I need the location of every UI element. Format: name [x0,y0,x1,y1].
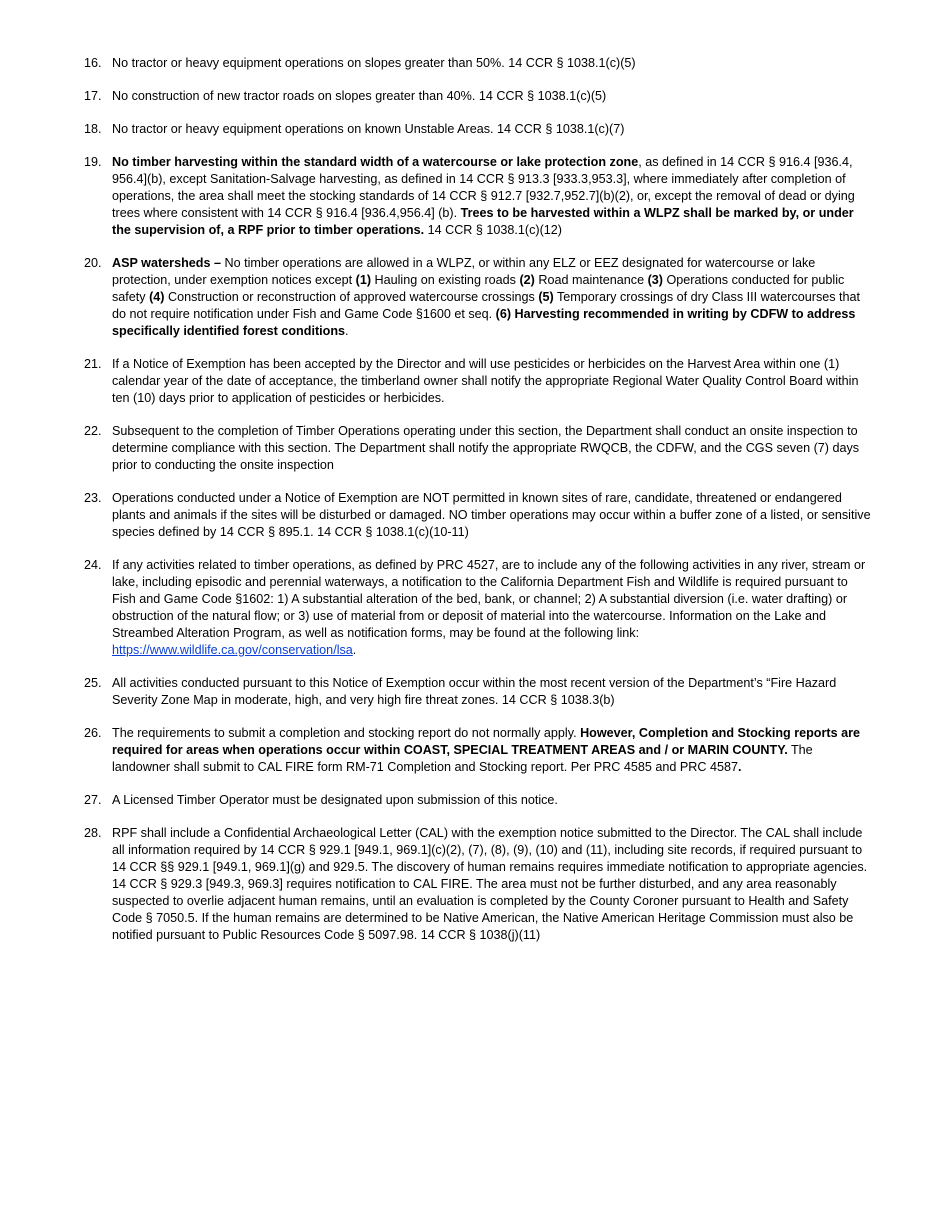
bold-text: (2) [519,273,535,287]
text-run: Operations conducted for public safety [112,273,845,304]
text-run: Hauling on existing roads [371,273,520,287]
bold-text: . [738,760,742,774]
text-run: . [345,324,349,338]
list-item [84,55,874,72]
item-text [112,121,874,138]
item-number: 25. [84,676,102,690]
item-text [112,675,874,709]
item-number: 18. [84,122,102,136]
item-number: 20. [84,256,102,270]
item-text [112,490,874,541]
list-item [84,423,874,474]
bold-text: (4) [149,290,165,304]
bold-text: (5) [538,290,554,304]
bold-text: (3) [647,273,663,287]
item-text [112,356,874,407]
list-item [84,154,874,239]
text-run: The landowner shall submit to CAL FIRE form RM-71 Completion and Stocking report. Per PRC 4585 and PRC 4587 [112,743,813,774]
text-run: , as defined in 14 CCR § 916.4 [936.4, 956.4](b), except Sanitation-Salvage harvesting, as defined in 14 CCR § 913.3 [933.3,953.3], where immediately after completion of operations, the area shall meet the stocking standards of 14 CCR § 912.7 [932.7,952.7](b)(2), or, except the removal of dead or dying trees where consistent with 14 CCR § 916.4 [936.4,956.4] (b). [112,155,855,220]
item-number: 28. [84,826,102,840]
text-run: A Licensed Timber Operator must be designated upon submission of this notice. [112,793,558,807]
text-run: No tractor or heavy equipment operations on known Unstable Areas. 14 CCR § 1038.1(c)(7) [112,122,625,136]
bold-text: No timber harvesting within the standard width of a watercourse or lake protection zone [112,155,639,169]
list-item [84,88,874,105]
text-run: Construction or reconstruction of approved watercourse crossings [164,290,539,304]
item-number: 17. [84,89,102,103]
bold-text: Trees to be harvested within a WLPZ shall be marked by, or under the supervision of, a RPF prior to timber operations. [112,206,854,237]
list-item [84,725,874,776]
list-item [84,121,874,138]
text-run: The requirements to submit a completion and stocking report do not normally apply. [112,726,581,740]
item-text [112,792,874,809]
text-run: . [352,643,357,657]
list-item [84,356,874,407]
item-number: 26. [84,726,102,740]
item-number: 24. [84,558,102,572]
item-text [112,423,874,474]
text-run: No construction of new tractor roads on slopes greater than 40%. 14 CCR § 1038.1(c)(5) [112,89,607,103]
item-number: 27. [84,793,102,807]
bold-text: (6) Harvesting recommended in writing by CDFW to address specifically identified forest conditions [112,307,856,338]
item-number: 22. [84,424,102,438]
text-run: If any activities related to timber operations, as defined by PRC 4527, are to include any of the following activities in any river, stream or lake, including episodic and perennial waterways, a notification to the California Department Fish and Wildlife is required pursuant to Fish and Game Code §1602: 1) A substantial alteration of the bed, bank, or channel; 2) A substantial diversion (i.e. water drafting) or obstruction of the natural flow; or 3) use of material from or deposit of material into the watercourse. Information on the Lake and Streambed Alteration Program, as well as notification forms, may be found at the following link: [112,558,866,640]
lsa-link[interactable]: https://www.wildlife.ca.gov/conservation/lsa [112,643,353,657]
bold-text: However, Completion and Stocking reports are required for areas when operations occur within COAST, SPECIAL TREATMENT AREAS and / or MARIN COUNTY. [112,726,860,757]
text-run: Subsequent to the completion of Timber Operations operating under this section, the Department shall conduct an onsite inspection to determine compliance with this section. The Department shall notify the appropriate RWQCB, the CDFW, and the CGS seven (7) days prior to conducting the onsite inspection [112,424,860,472]
item-text [112,255,874,340]
text-run: Operations conducted under a Notice of Exemption are NOT permitted in known sites of rare, candidate, threatened or endangered plants and animals if the sites will be disturbed or damaged. NO timber operations may occur within a buffer zone of a listed, or sensitive species defined by 14 CCR § 895.1. 14 CCR § 1038.1(c)(10-11) [112,491,871,539]
item-number: 19. [84,155,102,169]
text-run: No timber operations are allowed in a WLPZ, or within any ELZ or EEZ designated for watercourse or lake protection, under exemption notices except [112,256,816,287]
item-text [112,825,874,944]
list-item [84,675,874,709]
list-item [84,792,874,809]
text-run: No tractor or heavy equipment operations on slopes greater than 50%. 14 CCR § 1038.1(c)(5) [112,56,636,70]
item-number: 21. [84,357,102,371]
item-text [112,88,874,105]
bold-text: ASP watersheds – [112,256,221,270]
item-number: 16. [84,56,102,70]
item-text [112,154,874,239]
item-text [112,55,874,72]
item-text [112,557,874,659]
requirements-list [84,55,874,960]
list-item [84,825,874,944]
item-text [112,725,874,776]
text-run: Road maintenance [534,273,648,287]
text-run: If a Notice of Exemption has been accepted by the Director and will use pesticides or herbicides on the Harvest Area within one (1) calendar year of the date of acceptance, the timberland owner shall notify the appropriate Regional Water Quality Control Board within ten (10) days prior to application of pesticides or herbicides. [112,357,859,405]
list-item [84,490,874,541]
bold-text: (1) [355,273,372,287]
text-run: All activities conducted pursuant to this Notice of Exemption occur within the most recent version of the Department’s “Fire Hazard Severity Zone Map in moderate, high, and very high fire threat zones. 14 CCR § 1038.3(b) [112,676,837,707]
item-number: 23. [84,491,102,505]
text-run: RPF shall include a Confidential Archaeological Letter (CAL) with the exemption notice submitted to the Director. The CAL shall include all information required by 14 CCR § 929.1 [949.1, 969.1](c)(2), (7), (8), (9), (10) and (11), including site records, if required pursuant to 14 CCR §§ 929.1 [949.1, 969.1](g) and 929.5. The discovery of human remains requires immediate notification to appropriate agencies. 14 CCR § 929.3 [949.3, 969.3] requires notification to CAL FIRE. The area must not be further disturbed, and any area reasonably suspected to overlie adjacent human remains, until an evaluation is completed by the County Coroner pursuant to Health and Safety Code § 7050.5. If the human remains are determined to be Native American, the Native American Heritage Commission must also be notified pursuant to Public Resources Code § 5097.98. 14 CCR § 1038(j)(11) [112,826,868,942]
text-run: 14 CCR § 1038.1(c)(12) [424,223,562,237]
text-run: Temporary crossings of dry Class III watercourses that do not require notification under Fish and Game Code §1600 et seq. [112,290,861,321]
list-item [84,557,874,659]
list-item [84,255,874,340]
